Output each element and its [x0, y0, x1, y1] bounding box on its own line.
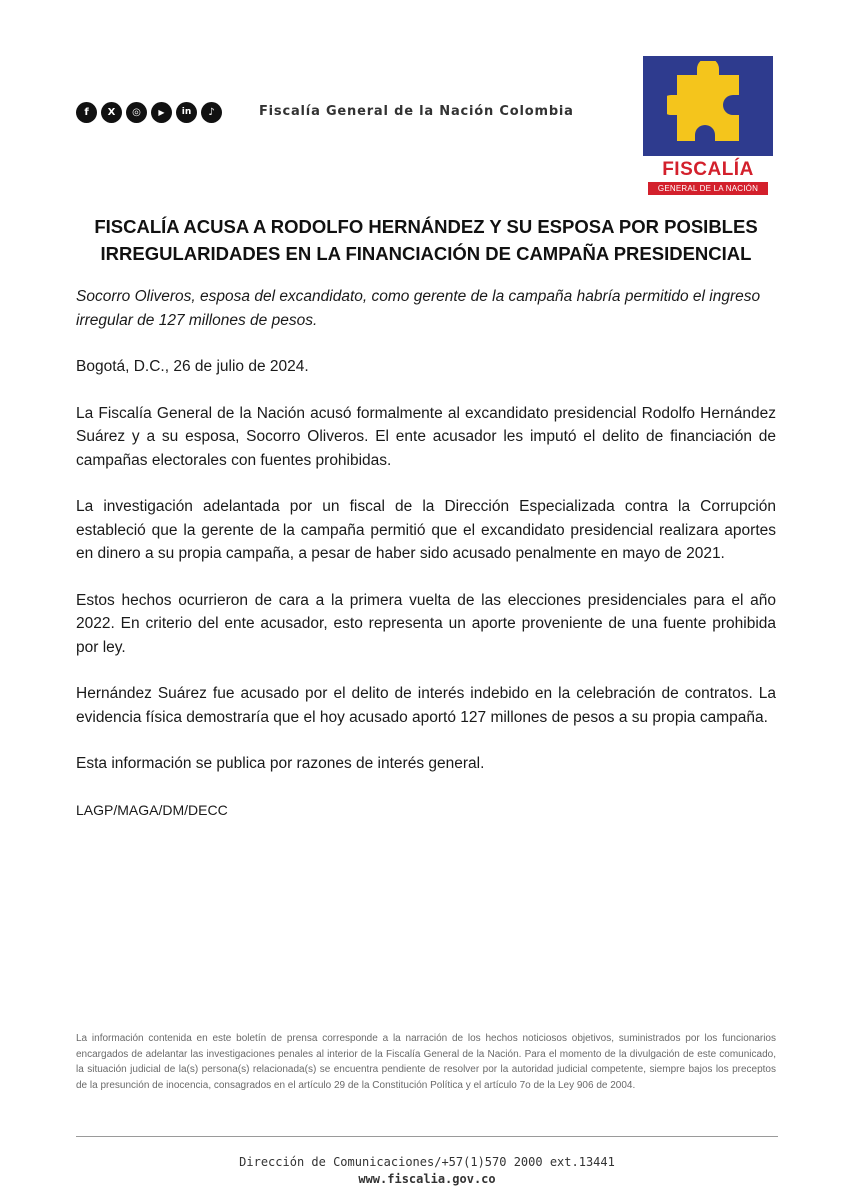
- body-paragraph: La Fiscalía General de la Nación acusó formalmente al excandidato presidencial Rodolfo Hernández Suárez y a su esposa, Socorro Oliveros. El ente acusador les imputó el delito de financiación de campañas electorales con fuentes prohibidas.: [76, 404, 776, 469]
- footer-contact: Dirección de Comunicaciones/+57(1)570 2000 ext.13441: [239, 1155, 615, 1169]
- body-paragraph: Hernández Suárez fue acusado por el delito de interés indebido en la celebración de contratos. La evidencia física demostraría que el hoy acusado aportó 127 millones de pesos a su propia campaña.: [76, 685, 776, 726]
- facebook-icon[interactable]: f: [76, 102, 97, 123]
- reference-code: LAGP/MAGA/DM/DECC: [76, 801, 228, 818]
- article-body: [76, 285, 776, 845]
- fiscalia-logo: [643, 56, 773, 195]
- youtube-icon[interactable]: ▶: [151, 102, 172, 123]
- headline: FISCALÍA ACUSA A RODOLFO HERNÁNDEZ Y SU ESPOSA POR POSIBLES IRREGULARIDADES EN LA FINANCIACIÓN DE CAMPAÑA PRESIDENCIAL: [94, 216, 758, 264]
- footer-divider: [76, 1136, 778, 1137]
- puzzle-piece-icon: [667, 61, 749, 151]
- tiktok-icon[interactable]: ♪: [201, 102, 222, 123]
- x-icon[interactable]: X: [101, 102, 122, 123]
- dateline: Bogotá, D.C., 26 de julio de 2024.: [76, 358, 309, 375]
- footer-website-link[interactable]: www.fiscalia.gov.co: [358, 1172, 496, 1186]
- closing-line: Esta información se publica por razones de interés general.: [76, 755, 485, 772]
- linkedin-icon[interactable]: in: [176, 102, 197, 123]
- org-name: Fiscalía General de la Nación Colombia: [259, 104, 574, 119]
- logo-subtitle: GENERAL DE LA NACIÓN: [648, 182, 768, 195]
- legal-disclaimer: La información contenida en este boletín de prensa corresponde a la narración de los hechos noticiosos objetivos, suministrados por los funcionarios encargados de adelantar las investigaciones penales al interior de la Fiscalía General de la Nación. Para el momento de la divulgación de este comunicado, la situación judicial de la(s) persona(s) relacionada(s) se encuentra pendiente de resolver por la autoridad judicial competente, siempre bajos los preceptos de la presunción de inocencia, consagrados en el artículo 29 de la Constitución Política y el artículo 7o de la Ley 906 de 2004.: [76, 1033, 776, 1091]
- social-icons: [76, 102, 222, 123]
- instagram-icon[interactable]: ◎: [126, 102, 147, 123]
- logo-box: [643, 56, 773, 156]
- logo-wordmark: FISCALÍA: [662, 159, 754, 180]
- footer: [76, 1154, 778, 1188]
- body-paragraph: La investigación adelantada por un fiscal de la Dirección Especializada contra la Corrupción estableció que la gerente de la campaña permitió que el excandidato presidencial realizara aportes en dinero a su propia campaña, a pesar de haber sido acusado penalmente en mayo de 2021.: [76, 498, 776, 562]
- body-paragraph: Estos hechos ocurrieron de cara a la primera vuelta de las elecciones presidenciales para el año 2022. En criterio del ente acusador, esto representa un aporte proveniente de una fuente prohibida por ley.: [76, 591, 776, 656]
- lead-paragraph: Socorro Oliveros, esposa del excandidato, como gerente de la campaña habría permitido el ingreso irregular de 127 millones de pesos.: [76, 288, 761, 329]
